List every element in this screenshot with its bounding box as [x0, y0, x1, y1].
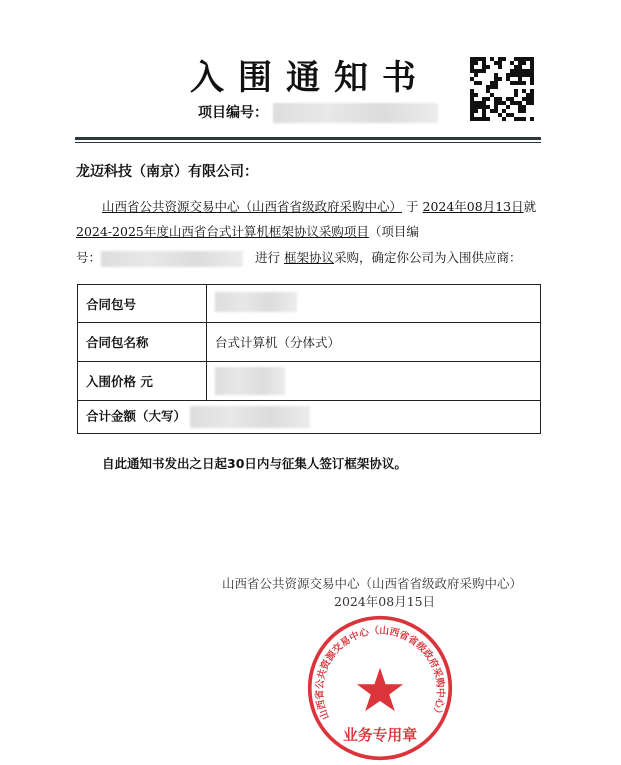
- document-title: 入围通知书: [190, 58, 430, 98]
- text: 进行: [254, 250, 280, 265]
- body-line-2: [76, 222, 419, 240]
- table-row: [78, 285, 541, 323]
- text: 号：: [76, 250, 102, 265]
- text: 就: [523, 199, 537, 214]
- notice-date: 2024年08月13日: [422, 199, 524, 214]
- row-label: 入围价格 元: [78, 362, 207, 401]
- issue-date: 2024年08月15日: [334, 594, 436, 609]
- row-value: 台式计算机（分体式）: [207, 323, 541, 362]
- svg-text:业务专用章: 业务专用章: [343, 726, 417, 744]
- table-row: [78, 401, 541, 434]
- header-rule: [75, 137, 541, 140]
- agency-name: 山西省公共资源交易中心（山西省省级政府采购中心）: [102, 199, 403, 214]
- project-name: 2024-2025年度山西省台式计算机框架协议采购项目: [76, 224, 369, 239]
- redacted-project-number: [273, 103, 438, 123]
- procurement-method: 框架协议: [283, 250, 334, 265]
- redacted-value: [215, 292, 297, 312]
- row-value: [207, 285, 541, 323]
- text: 采购，确定你公司为入围供应商：: [333, 250, 522, 265]
- row-label: 合同包号: [78, 285, 207, 323]
- table-row: [78, 362, 541, 401]
- row-value: [207, 362, 541, 401]
- recipient-company: 龙迈科技（南京）有限公司：: [76, 164, 258, 180]
- row-label: 合同包名称: [78, 323, 207, 362]
- deadline-note: 自此通知书发出之日起30日内与征集人签订框架协议。: [102, 456, 407, 471]
- text: （项目编: [368, 224, 419, 239]
- body-line-1: [102, 197, 536, 215]
- header-rule-thin: [75, 142, 541, 143]
- project-number-label: 项目编号：: [198, 105, 268, 121]
- redacted-project-number: [101, 251, 243, 267]
- svg-text:山西省公共资源交易中心（山西省省级政府采购中心）: 山西省公共资源交易中心（山西省省级政府采购中心）: [314, 625, 446, 721]
- qr-code-icon: [470, 57, 534, 121]
- award-table: [77, 284, 541, 434]
- official-seal: [306, 614, 454, 762]
- redacted-value: [190, 406, 310, 428]
- project-number: [198, 102, 438, 123]
- table-row: [78, 323, 541, 362]
- issuer-name: 山西省公共资源交易中心（山西省省级政府采购中心）: [222, 576, 523, 591]
- body-line-3: [76, 248, 521, 267]
- text: 于: [406, 199, 419, 214]
- redacted-value: [215, 367, 285, 395]
- row-label: [78, 401, 541, 434]
- row-label-text: 合计金额（大写）: [86, 408, 187, 424]
